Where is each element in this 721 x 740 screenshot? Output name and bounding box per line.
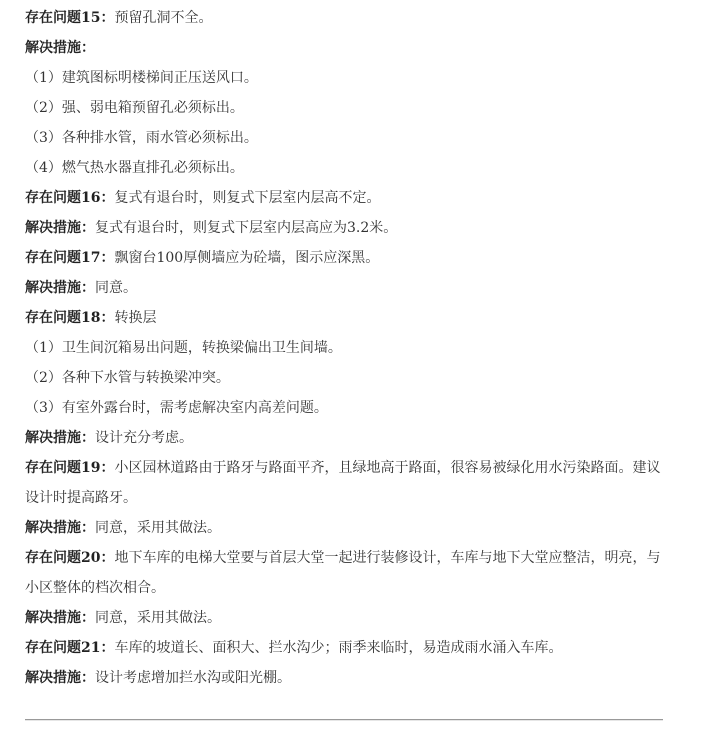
- problem-label: 存在问题19：: [25, 460, 115, 476]
- solution-20-line: [25, 603, 665, 633]
- list-item: [25, 363, 665, 393]
- problem-text: 地下车库的电梯大堂要与首层大堂一起进行装修设计，车库与地下大堂应整洁，明亮，与小区整体的档次相合。: [25, 550, 661, 596]
- problem-text: 预留孔洞不全。: [114, 10, 213, 26]
- solution-16-line: [25, 213, 665, 243]
- list-item: [25, 123, 665, 153]
- list-item-text: （3）各种排水管，雨水管必须标出。: [25, 130, 258, 146]
- solution-text: 同意，采用其做法。: [95, 520, 221, 536]
- problem-label: 存在问题18：: [25, 310, 115, 326]
- solution-text: 同意，采用其做法。: [95, 610, 221, 626]
- solution-text: 设计考虑增加拦水沟或阳光棚。: [95, 670, 291, 686]
- solution-label: 解决措施：: [25, 670, 95, 686]
- problem-label: 存在问题21：: [25, 640, 115, 656]
- list-item: [25, 393, 665, 423]
- problem-text: 车库的坡道长、面积大、拦水沟少；雨季来临时，易造成雨水涌入车库。: [114, 640, 563, 656]
- solution-15-line: [25, 33, 665, 63]
- problem-21-line: [25, 633, 665, 663]
- problem-text: 转换层: [114, 310, 157, 326]
- list-item: [25, 333, 665, 363]
- list-item: [25, 153, 665, 183]
- solution-label: 解决措施：: [25, 40, 95, 56]
- problem-text: 飘窗台100厚侧墙应为砼墙，图示应深黑。: [114, 250, 380, 266]
- problem-label: 存在问题16：: [25, 190, 115, 206]
- solution-label: 解决措施：: [25, 520, 95, 536]
- solution-label: 解决措施：: [25, 280, 95, 296]
- solution-label: 解决措施：: [25, 610, 95, 626]
- solution-text: 设计充分考虑。: [95, 430, 193, 446]
- solution-19-line: [25, 513, 665, 543]
- problem-19-line: [25, 453, 665, 513]
- solution-18-line: [25, 423, 665, 453]
- problem-17-line: [25, 243, 665, 273]
- problem-text: 复式有退台时，则复式下层室内层高不定。: [114, 190, 381, 206]
- solution-label: 解决措施：: [25, 220, 95, 236]
- solution-21-line: [25, 663, 665, 693]
- solution-label: 解决措施：: [25, 430, 95, 446]
- solution-17-line: [25, 273, 665, 303]
- problem-18-line: [25, 303, 665, 333]
- article-body: [25, 3, 665, 693]
- problem-text: 小区园林道路由于路牙与路面平齐，且绿地高于路面，很容易被绿化用水污染路面。建议设计时提高路牙。: [25, 460, 661, 506]
- list-item-text: （3）有室外露台时，需考虑解决室内高差问题。: [25, 400, 328, 416]
- bottom-divider: [25, 719, 663, 721]
- solution-text: 同意。: [95, 280, 137, 296]
- problem-15-line: [25, 3, 665, 33]
- problem-20-line: [25, 543, 665, 603]
- problem-label: 存在问题15：: [25, 10, 115, 26]
- list-item-text: （1）卫生间沉箱易出问题，转换梁偏出卫生间墙。: [25, 340, 342, 356]
- list-item-text: （4）燃气热水器直排孔必须标出。: [25, 160, 244, 176]
- problem-16-line: [25, 183, 665, 213]
- list-item-text: （1）建筑图标明楼梯间正压送风口。: [25, 70, 258, 86]
- list-item: [25, 63, 665, 93]
- list-item-text: （2）各种下水管与转换梁冲突。: [25, 370, 230, 386]
- solution-text: 复式有退台时，则复式下层室内层高应为3.2米。: [95, 220, 398, 236]
- list-item-text: （2）强、弱电箱预留孔必须标出。: [25, 100, 244, 116]
- problem-label: 存在问题20：: [25, 550, 115, 566]
- problem-label: 存在问题17：: [25, 250, 115, 266]
- list-item: [25, 93, 665, 123]
